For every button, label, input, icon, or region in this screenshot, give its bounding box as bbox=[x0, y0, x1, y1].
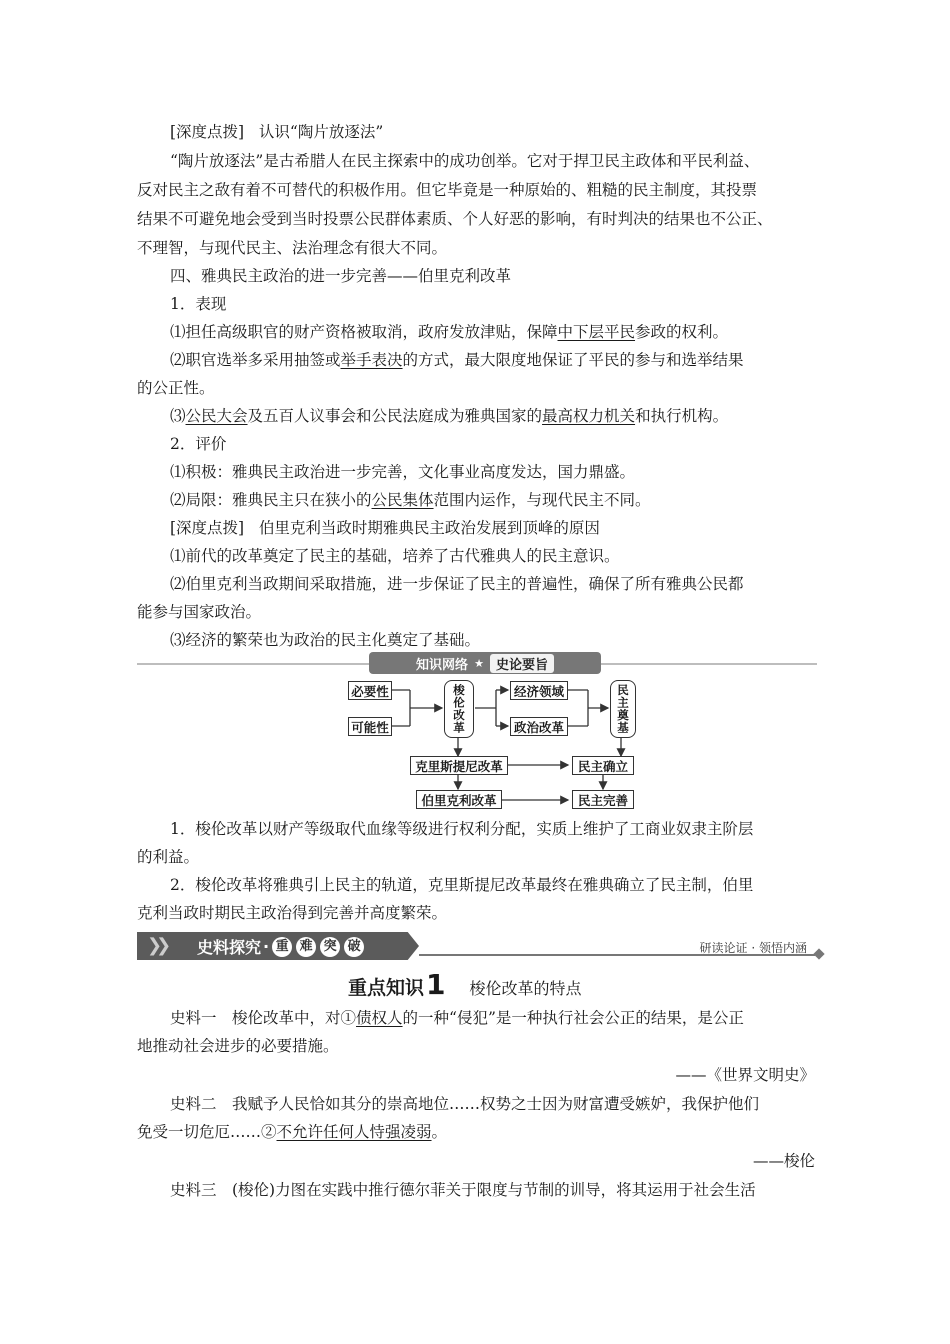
cleisthenes-reform-box: 克里斯提尼改革 bbox=[410, 756, 508, 775]
source-line: 史料一 梭伦改革中，对①债权人的一种“侵犯”是一种执行社会公正的结果，是公正 bbox=[170, 1009, 744, 1027]
source-attribution: ——《世界文明史》 bbox=[675, 1066, 815, 1084]
underlined-term: 债权人 bbox=[356, 1009, 403, 1027]
underlined-term: 最高权力机关 bbox=[542, 407, 636, 425]
source-line: 史料二 我赋予人民恰如其分的崇高地位……权势之士因为财富遭受嫉妒，我保护他们 bbox=[170, 1095, 760, 1113]
underlined-term: 举手表决 bbox=[340, 351, 403, 369]
insight-title: 认识“陶片放逐法” bbox=[258, 123, 384, 141]
subheading-performance: 1．表现 bbox=[170, 295, 227, 313]
democracy-perfected-box: 民主完善 bbox=[572, 790, 634, 809]
list-item: ⑴担任高级职官的财产资格被取消，政府发放津贴，保障中下层平民参政的权利。 bbox=[170, 323, 729, 341]
list-item: ⑵职官选举多采用抽签或举手表决的方式，最大限度地保证了平民的参与和选举结果 bbox=[170, 351, 744, 369]
banner-tab bbox=[369, 652, 601, 674]
underlined-term: 中下层平民 bbox=[557, 323, 636, 341]
list-item-cont: 能参与国家政治。 bbox=[137, 603, 262, 621]
foundation-box: 民主奠基 bbox=[610, 680, 636, 738]
list-item: ⑴积极：雅典民主政治进一步完善，文化事业高度发达，国力鼎盛。 bbox=[170, 463, 636, 481]
summary-line: 的利益。 bbox=[137, 848, 200, 866]
list-item: ⑵局限：雅典民主只在狭小的公民集体范围内运作，与现代民主不同。 bbox=[170, 491, 651, 509]
insight-tag: [深度点拨] bbox=[170, 123, 245, 141]
list-item-cont: 的公正性。 bbox=[137, 379, 215, 397]
chevron-right-icon: ❯❯ bbox=[147, 935, 166, 956]
insight-tag: [深度点拨] bbox=[170, 519, 245, 537]
banner-right-label: 史论要旨 bbox=[490, 654, 554, 673]
source-line: 史料三 (梭伦)力图在实践中推行德尔菲关于限度与节制的训导，将其运用于社会生活 bbox=[170, 1181, 756, 1199]
key-knowledge-heading bbox=[348, 968, 582, 1001]
insight-heading bbox=[170, 118, 850, 146]
democracy-established-box: 民主确立 bbox=[572, 756, 634, 775]
pericles-reform-box: 伯里克利改革 bbox=[416, 790, 502, 809]
diamond-icon bbox=[813, 948, 824, 959]
source-line: 地推动社会进步的必要措施。 bbox=[137, 1037, 339, 1055]
insight-heading bbox=[170, 514, 850, 542]
necessity-box: 必要性 bbox=[348, 681, 392, 700]
summary-line: 克利当政时期民主政治得到完善并高度繁荣。 bbox=[137, 904, 448, 922]
paragraph-line: 不理智，与现代民主、法治理念有很大不同。 bbox=[137, 239, 448, 257]
solon-reform-box: 梭伦改革 bbox=[444, 680, 474, 738]
underlined-term: 不允许任何人恃强凌弱 bbox=[276, 1123, 432, 1141]
star-icon: ★ bbox=[474, 656, 484, 670]
list-item: ⑴前代的改革奠定了民主的基础，培养了古代雅典人的民主意识。 bbox=[170, 547, 620, 565]
section-heading: 四、雅典民主政治的进一步完善——伯里克利改革 bbox=[170, 267, 512, 285]
knowledge-diagram bbox=[330, 678, 650, 813]
summary-line: 1．梭伦改革以财产等级取代血缘等级进行权利分配，实质上维护了工商业奴隶主阶层 bbox=[170, 820, 754, 838]
summary-line: 2．梭伦改革将雅典引上民主的轨道，克里斯提尼改革最终在雅典确立了民主制，伯里 bbox=[170, 876, 754, 894]
banner-title: 史料探究 · 重 难 突 破 bbox=[197, 935, 365, 958]
key-knowledge-label: 重点知识1 bbox=[348, 968, 446, 1001]
list-item: ⑶经济的繁荣也为政治的民主化奠定了基础。 bbox=[170, 631, 481, 649]
paragraph-line: 结果不可避免地会受到当时投票公民群体素质、个人好恶的影响，有时判决的结果也不公正、 bbox=[137, 210, 773, 228]
politics-box: 政治改革 bbox=[510, 717, 568, 736]
knowledge-network-banner bbox=[137, 652, 817, 674]
economy-box: 经济领域 bbox=[510, 681, 568, 700]
list-item: ⑵伯里克利当政期间采取措施，进一步保证了民主的普遍性，确保了所有雅典公民都 bbox=[170, 575, 744, 593]
subheading-evaluation: 2．评价 bbox=[170, 435, 227, 453]
source-line: 免受一切危厄……②不允许任何人恃强凌弱。 bbox=[137, 1123, 448, 1141]
key-knowledge-title: 梭伦改革的特点 bbox=[469, 979, 582, 998]
source-exploration-banner bbox=[137, 932, 825, 960]
underlined-term: 公民大会 bbox=[185, 407, 248, 425]
underlined-term: 公民集体 bbox=[371, 491, 434, 509]
paragraph-line: “陶片放逐法”是古希腊人在民主探索中的成功创举。它对于捍卫民主政体和平民利益、 bbox=[170, 152, 760, 170]
possibility-box: 可能性 bbox=[348, 717, 392, 736]
paragraph-line: 反对民主之敌有着不可替代的积极作用。但它毕竟是一种原始的、粗糙的民主制度，其投票 bbox=[137, 181, 758, 199]
list-item: ⑶公民大会及五百人议事会和公民法庭成为雅典国家的最高权力机关和执行机构。 bbox=[170, 407, 729, 425]
insight-title: 伯里克利当政时期雅典民主政治发展到顶峰的原因 bbox=[258, 519, 600, 537]
source-attribution: ——梭伦 bbox=[752, 1152, 815, 1170]
banner-left-label: 知识网络 bbox=[416, 657, 469, 673]
banner-subtitle: 研读论证 · 领悟内涵 bbox=[699, 941, 807, 955]
